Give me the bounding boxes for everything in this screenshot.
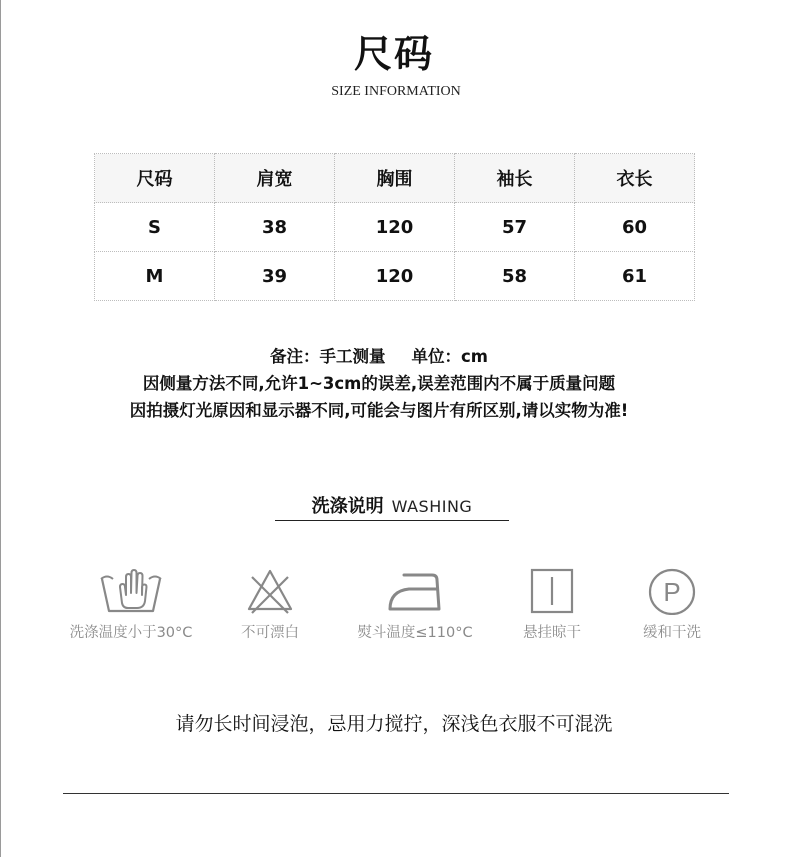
washing-warning: 请勿长时间浸泡，忌用力搅拧，深浅色衣服不可混洗 xyxy=(175,713,613,735)
table-cell: 57 xyxy=(455,203,575,252)
care-label: 不可漂白 xyxy=(241,625,299,641)
dry-clean-p-icon xyxy=(639,565,705,615)
hang-dry-icon xyxy=(519,565,585,615)
page-title: 尺码 xyxy=(353,32,434,76)
column-header: 尺码 xyxy=(95,154,215,203)
washing-heading-zh: 洗涤说明 xyxy=(311,496,384,517)
measurement-notes xyxy=(0,343,758,424)
care-label: 洗涤温度小于30°C xyxy=(69,625,193,641)
washing-heading xyxy=(275,494,509,521)
bottom-divider xyxy=(63,793,729,794)
table-cell: 39 xyxy=(215,252,335,301)
table-row xyxy=(95,252,695,301)
washing-heading-en: WASHING xyxy=(391,497,473,516)
notes-line-1 xyxy=(0,343,758,370)
care-label: 悬挂晾干 xyxy=(523,625,581,641)
table-cell: 38 xyxy=(215,203,335,252)
table-row xyxy=(95,203,695,252)
column-header: 肩宽 xyxy=(215,154,335,203)
table-cell: M xyxy=(95,252,215,301)
unit-text: 单位：cm xyxy=(411,347,488,366)
care-label: 熨斗温度≤110°C xyxy=(357,625,473,641)
table-cell: 58 xyxy=(455,252,575,301)
size-table-header-row xyxy=(95,154,695,203)
notes-line-3: 因拍摄灯光原因和显示器不同,可能会与图片有所区别,请以实物为准! xyxy=(129,401,629,420)
page-subtitle: SIZE INFORMATION xyxy=(331,84,461,99)
size-table xyxy=(94,153,695,301)
iron-icon xyxy=(382,565,448,615)
column-header: 衣长 xyxy=(575,154,695,203)
no-bleach-icon xyxy=(237,565,303,615)
table-cell: S xyxy=(95,203,215,252)
column-header: 袖长 xyxy=(455,154,575,203)
column-header: 胸围 xyxy=(335,154,455,203)
table-cell: 120 xyxy=(335,252,455,301)
care-item-hand-wash xyxy=(56,565,206,643)
table-cell: 61 xyxy=(575,252,695,301)
table-cell: 60 xyxy=(575,203,695,252)
table-cell: 120 xyxy=(335,203,455,252)
care-label: 缓和干洗 xyxy=(643,625,701,641)
care-item-dry-clean xyxy=(597,565,747,643)
dry-clean-letter: P xyxy=(663,577,681,607)
notes-line-2: 因侧量方法不同,允许1~3cm的误差,误差范围内不属于质量问题 xyxy=(142,374,616,393)
hand-wash-icon xyxy=(98,565,164,615)
care-item-no-bleach xyxy=(195,565,345,643)
remark-text: 备注：手工测量 xyxy=(270,347,386,366)
care-item-iron xyxy=(340,565,490,643)
